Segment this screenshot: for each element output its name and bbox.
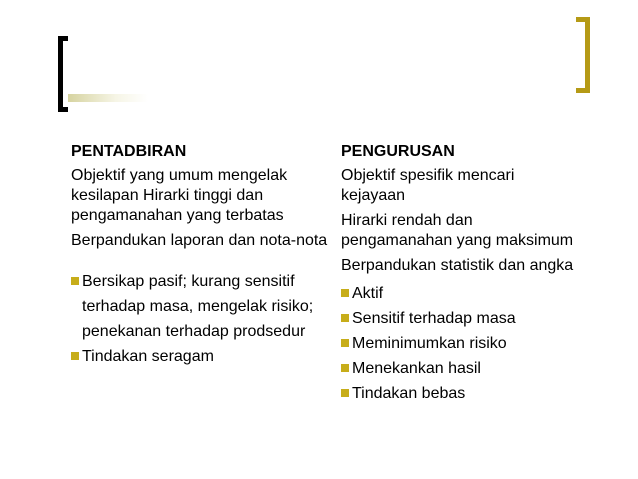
left-bracket-decoration [58, 36, 68, 112]
square-bullet-icon [341, 289, 349, 297]
bullet-item [71, 344, 333, 369]
bullet-text: Aktif [352, 285, 384, 302]
column-heading: PENGURUSAN [341, 143, 455, 160]
paragraph: Objektif spesifik mencari kejayaan [341, 167, 515, 204]
square-bullet-icon [341, 339, 349, 347]
bullet-text: Bersikap pasif; kurang sensitif terhadap masa, mengelak risiko; penekanan terhadap prodsedur [82, 273, 314, 340]
bullet-text: Sensitif terhadap masa [352, 310, 516, 327]
column-pengurusan [341, 142, 581, 406]
square-bullet-icon [341, 389, 349, 397]
bullet-item [341, 331, 581, 356]
square-bullet-icon [341, 364, 349, 372]
square-bullet-icon [71, 277, 79, 285]
bullet-text: Menekankan hasil [352, 360, 481, 377]
bullet-text: Tindakan seragam [82, 348, 214, 365]
column-pentadbiran [71, 142, 333, 369]
bullet-item [341, 381, 581, 406]
right-bracket-decoration [576, 17, 590, 93]
bullet-text: Tindakan bebas [352, 385, 466, 402]
paragraph: Berpandukan statistik dan angka [341, 257, 574, 274]
square-bullet-icon [341, 314, 349, 322]
paragraph: Objektif yang umum mengelak kesilapan Hirarki tinggi dan pengamanahan yang terbatas [71, 167, 288, 224]
bullet-item [71, 269, 333, 344]
column-heading: PENTADBIRAN [71, 143, 187, 160]
square-bullet-icon [71, 352, 79, 360]
paragraph: Berpandukan laporan dan nota-nota [71, 232, 328, 249]
bullet-item [341, 281, 581, 306]
accent-bar-decoration [68, 94, 148, 102]
paragraph: Hirarki rendah dan pengamanahan yang maksimum [341, 212, 574, 249]
bullet-item [341, 306, 581, 331]
bullet-text: Meminimumkan risiko [352, 335, 507, 352]
bullet-item [341, 356, 581, 381]
